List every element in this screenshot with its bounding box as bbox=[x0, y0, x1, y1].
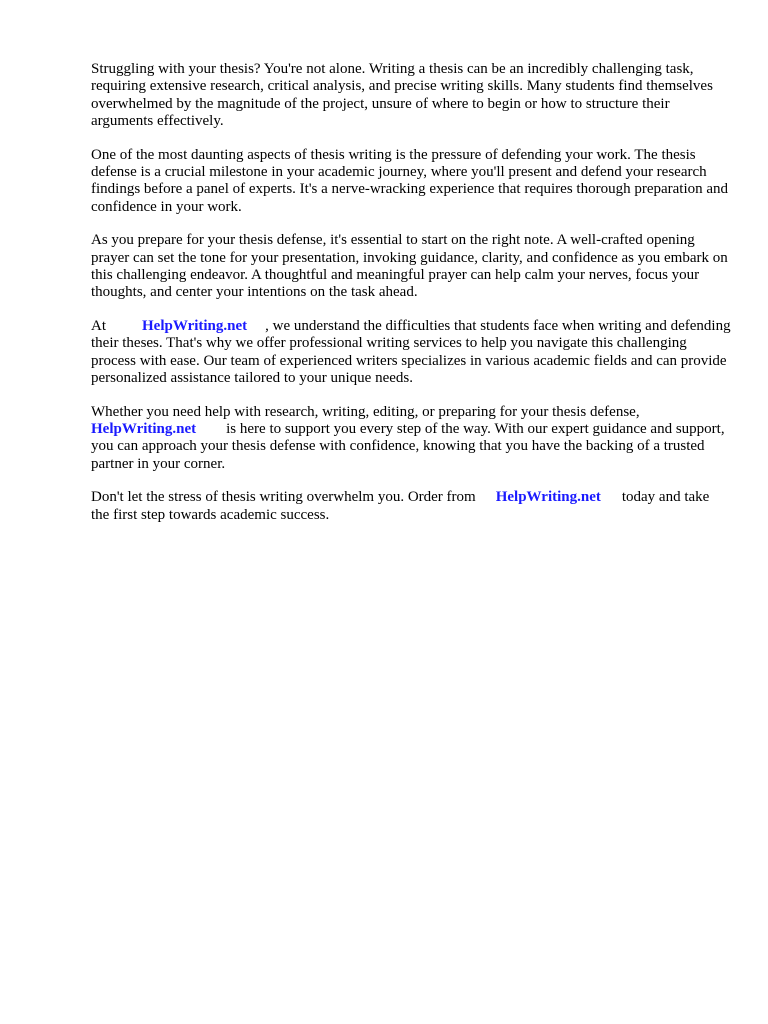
paragraph-intro: Struggling with your thesis? You're not alone. Writing a thesis can be an incredibly challenging task, requiring extensive research, critical analysis, and precise writing skills. Many students find themselves overwhelmed by the magnitude of the project, unsure of where to begin or how to structure their arguments effectively. bbox=[91, 61, 713, 130]
paragraph-call-to-action bbox=[91, 489, 731, 524]
paragraph-cta-tail: today and take the first step towards academic success. bbox=[91, 489, 710, 523]
helpwriting-link[interactable]: HelpWriting.net bbox=[142, 317, 248, 334]
paragraph-cta-lead: Don't let the stress of thesis writing overwhelm you. Order from bbox=[91, 489, 476, 506]
paragraph-defense-pressure: One of the most daunting aspects of thesis writing is the pressure of defending your work. The thesis defense is a crucial milestone in your academic journey, where you'll present and defend your research findings before a panel of experts. It's a nerve-wracking experience that requires thorough preparation and confidence in your work. bbox=[91, 146, 729, 215]
helpwriting-link[interactable]: HelpWriting.net bbox=[91, 420, 197, 437]
paragraph-support-lead: Whether you need help with research, writing, editing, or preparing for your thesis defense, bbox=[91, 403, 640, 420]
paragraph-support-tail: is here to support you every step of the way. With our expert guidance and support, you can approach your thesis defense with confidence, knowing that you have the backing of a trusted partner in your corner. bbox=[91, 420, 725, 472]
paragraph-services-lead: At bbox=[91, 317, 106, 334]
paragraph-services-tail: , we understand the difficulties that students face when writing and defending their theses. That's why we offer professional writing services to help you navigate this challenging process with ease. Our team of experienced writers specializes in various academic fields and can provide personalized assistance tailored to your unique needs. bbox=[91, 317, 731, 387]
document-page bbox=[91, 61, 731, 540]
paragraph-services bbox=[91, 318, 731, 388]
helpwriting-link[interactable]: HelpWriting.net bbox=[495, 489, 601, 506]
paragraph-opening-prayer: As you prepare for your thesis defense, it's essential to start on the right note. A well-crafted opening prayer can set the tone for your presentation, invoking guidance, clarity, and confidence as you embark on this challenging endeavor. A thoughtful and meaningful prayer can help calm your nerves, focus your thoughts, and center your intentions on the task ahead. bbox=[91, 232, 728, 301]
paragraph-support bbox=[91, 404, 731, 474]
